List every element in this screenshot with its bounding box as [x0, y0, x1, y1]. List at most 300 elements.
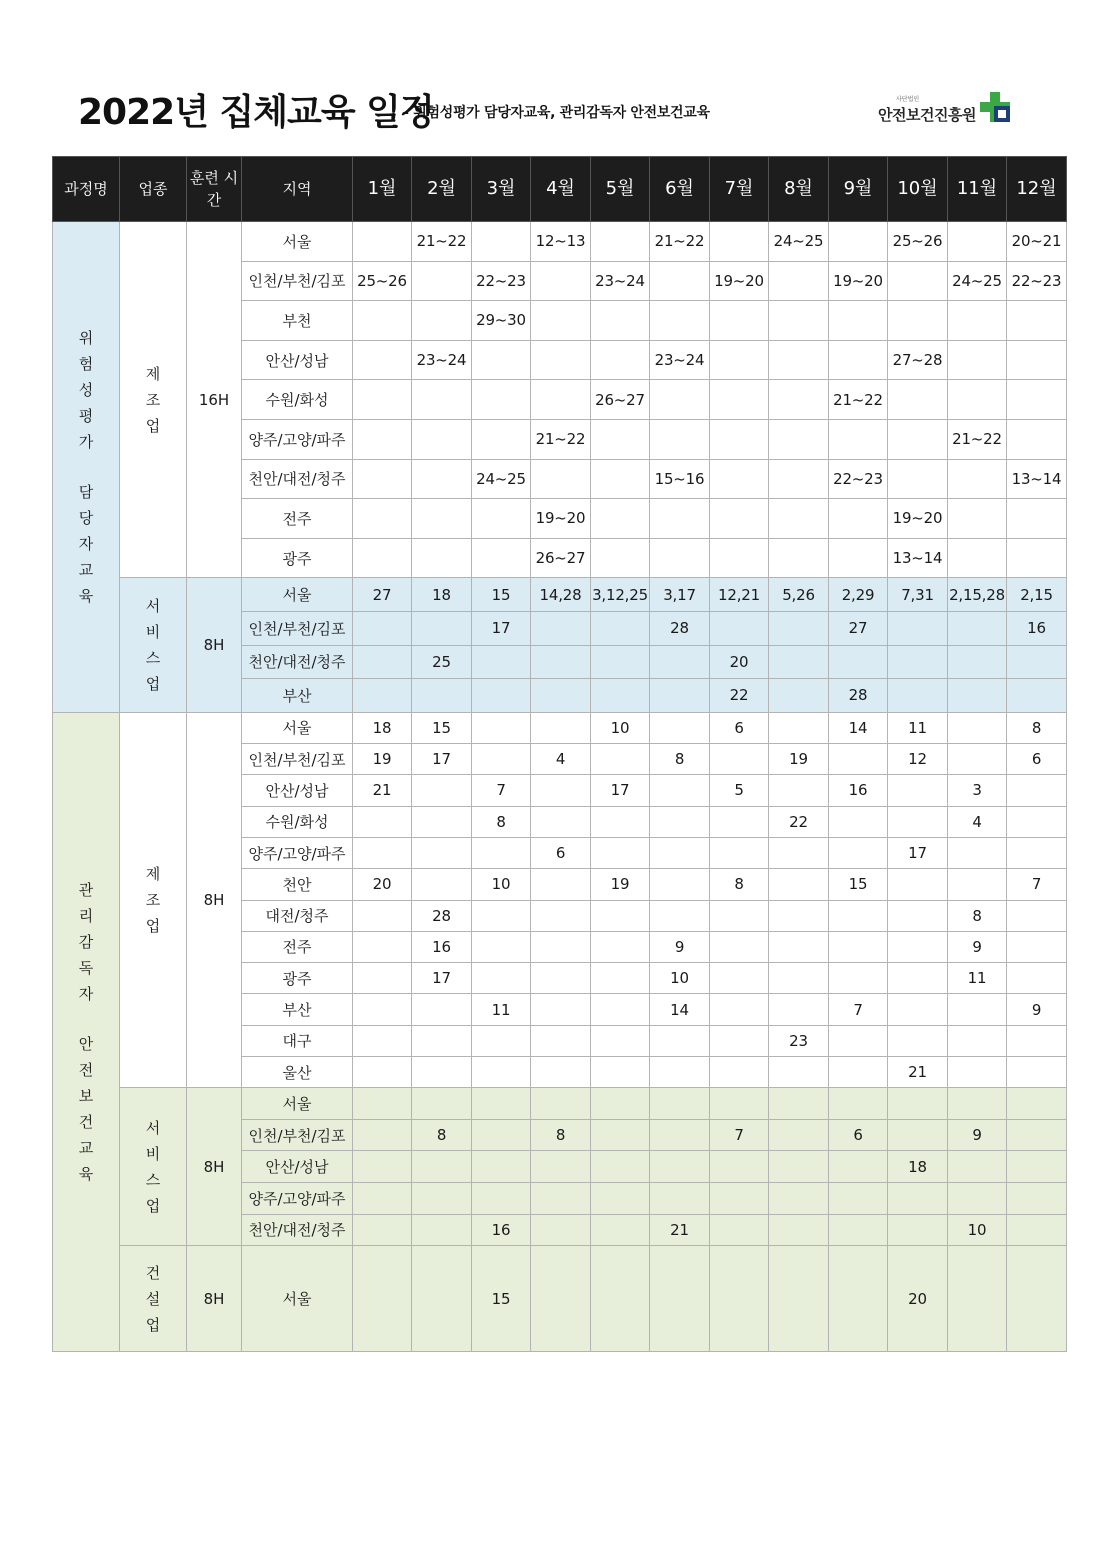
schedule-date-cell: 28 [650, 611, 710, 645]
schedule-date-cell [353, 419, 412, 459]
schedule-date-cell [948, 499, 1007, 539]
schedule-date-cell [412, 994, 472, 1025]
schedule-date-cell: 27 [353, 578, 412, 612]
schedule-date-cell [948, 1246, 1007, 1352]
header-month: 4월 [531, 157, 591, 222]
schedule-date-cell [1007, 1056, 1067, 1087]
schedule-date-cell [1007, 1119, 1067, 1151]
schedule-date-cell [1007, 1214, 1067, 1246]
schedule-date-cell: 19~20 [531, 499, 591, 539]
schedule-date-cell [472, 1088, 531, 1120]
schedule-date-cell [650, 806, 710, 837]
schedule-date-cell [472, 1025, 531, 1056]
schedule-date-cell [353, 340, 412, 380]
schedule-date-cell: 3,12,25 [591, 578, 650, 612]
region-cell: 천안 [242, 869, 353, 900]
schedule-date-cell [769, 1246, 829, 1352]
schedule-date-cell: 16 [412, 931, 472, 962]
schedule-date-cell [769, 1151, 829, 1183]
schedule-date-cell [531, 806, 591, 837]
header-region: 지역 [242, 157, 353, 222]
schedule-date-cell [829, 538, 888, 578]
schedule-date-cell: 14,28 [531, 578, 591, 612]
schedule-date-cell [1007, 1183, 1067, 1215]
schedule-date-cell [472, 679, 531, 713]
schedule-date-cell: 4 [531, 744, 591, 775]
schedule-date-cell: 15 [472, 578, 531, 612]
schedule-date-cell: 18 [412, 578, 472, 612]
schedule-date-cell: 22~23 [1007, 261, 1067, 301]
schedule-date-cell [650, 1088, 710, 1120]
schedule-date-cell [412, 1183, 472, 1215]
schedule-date-cell [353, 900, 412, 931]
schedule-date-cell: 20 [710, 645, 769, 679]
schedule-date-cell: 22 [710, 679, 769, 713]
region-cell: 천안/대전/청주 [242, 645, 353, 679]
schedule-date-cell [710, 1214, 769, 1246]
schedule-date-cell: 12 [888, 744, 948, 775]
schedule-date-cell [710, 459, 769, 499]
logo-org-type: 사단법인 [896, 96, 920, 103]
schedule-date-cell [1007, 301, 1067, 341]
region-cell: 부천 [242, 301, 353, 341]
schedule-date-cell [1007, 931, 1067, 962]
schedule-date-cell [591, 611, 650, 645]
schedule-date-cell [1007, 837, 1067, 868]
schedule-date-cell [531, 1056, 591, 1087]
schedule-date-cell [591, 1056, 650, 1087]
schedule-date-cell [888, 261, 948, 301]
header-month: 12월 [1007, 157, 1067, 222]
course-name-cell: 위 험 성 평 가 담 당 자 교 육 [53, 222, 120, 713]
schedule-date-cell [948, 380, 1007, 420]
schedule-date-cell [353, 806, 412, 837]
schedule-date-cell [472, 419, 531, 459]
region-cell: 수원/화성 [242, 806, 353, 837]
table-row [53, 1246, 1067, 1352]
schedule-date-cell [710, 301, 769, 341]
schedule-date-cell [829, 1056, 888, 1087]
schedule-date-cell [353, 837, 412, 868]
schedule-date-cell [710, 222, 769, 262]
region-cell: 대전/청주 [242, 900, 353, 931]
schedule-date-cell: 18 [353, 712, 412, 743]
schedule-date-cell [591, 744, 650, 775]
schedule-date-cell [650, 775, 710, 806]
schedule-date-cell [591, 459, 650, 499]
schedule-date-cell: 6 [1007, 744, 1067, 775]
schedule-date-cell [650, 499, 710, 539]
schedule-date-cell: 26~27 [531, 538, 591, 578]
header-month: 9월 [829, 157, 888, 222]
schedule-date-cell [531, 1088, 591, 1120]
region-cell: 안산/성남 [242, 775, 353, 806]
schedule-date-cell: 19 [591, 869, 650, 900]
schedule-date-cell [710, 380, 769, 420]
schedule-date-cell [829, 1151, 888, 1183]
schedule-date-cell [1007, 499, 1067, 539]
schedule-date-cell [353, 1214, 412, 1246]
region-cell: 인천/부천/김포 [242, 744, 353, 775]
schedule-date-cell [769, 963, 829, 994]
region-cell: 서울 [242, 222, 353, 262]
schedule-date-cell [591, 419, 650, 459]
schedule-date-cell [531, 712, 591, 743]
schedule-date-cell [531, 380, 591, 420]
schedule-date-cell [710, 419, 769, 459]
schedule-date-cell [1007, 963, 1067, 994]
schedule-date-cell [948, 611, 1007, 645]
schedule-date-cell [650, 900, 710, 931]
schedule-date-cell: 27 [829, 611, 888, 645]
schedule-date-cell [591, 837, 650, 868]
schedule-date-cell [412, 1088, 472, 1120]
schedule-date-cell [948, 1025, 1007, 1056]
schedule-date-cell [650, 419, 710, 459]
schedule-date-cell [829, 1214, 888, 1246]
schedule-date-cell [710, 1088, 769, 1120]
schedule-date-cell [472, 1183, 531, 1215]
schedule-date-cell [710, 963, 769, 994]
header-month: 6월 [650, 157, 710, 222]
header-course: 과정명 [53, 157, 120, 222]
schedule-date-cell: 25 [412, 645, 472, 679]
schedule-date-cell: 26~27 [591, 380, 650, 420]
region-cell: 서울 [242, 712, 353, 743]
schedule-date-cell [888, 931, 948, 962]
schedule-date-cell: 24~25 [948, 261, 1007, 301]
schedule-date-cell [591, 994, 650, 1025]
schedule-date-cell [769, 931, 829, 962]
schedule-date-cell: 24~25 [472, 459, 531, 499]
schedule-date-cell: 2,15 [1007, 578, 1067, 612]
schedule-date-cell [829, 1088, 888, 1120]
schedule-date-cell [531, 963, 591, 994]
schedule-date-cell [710, 499, 769, 539]
header-month: 7월 [710, 157, 769, 222]
schedule-date-cell [353, 963, 412, 994]
schedule-date-cell [948, 340, 1007, 380]
schedule-date-cell [472, 222, 531, 262]
schedule-date-cell [888, 1214, 948, 1246]
schedule-date-cell [531, 994, 591, 1025]
schedule-date-cell [1007, 538, 1067, 578]
schedule-date-cell [531, 900, 591, 931]
schedule-date-cell: 14 [829, 712, 888, 743]
schedule-date-cell [650, 1056, 710, 1087]
schedule-date-cell [948, 837, 1007, 868]
schedule-date-cell [769, 340, 829, 380]
schedule-date-cell [948, 869, 1007, 900]
region-cell: 전주 [242, 931, 353, 962]
hours-cell: 16H [187, 222, 242, 578]
schedule-date-cell [591, 499, 650, 539]
schedule-date-cell [1007, 679, 1067, 713]
education-schedule-table [52, 156, 1067, 1352]
hours-cell: 8H [187, 712, 242, 1088]
schedule-date-cell: 6 [710, 712, 769, 743]
schedule-date-cell: 17 [591, 775, 650, 806]
schedule-date-cell: 7 [472, 775, 531, 806]
schedule-date-cell: 12~13 [531, 222, 591, 262]
schedule-date-cell [888, 806, 948, 837]
schedule-date-cell [769, 869, 829, 900]
schedule-date-cell [829, 645, 888, 679]
schedule-date-cell [472, 900, 531, 931]
schedule-date-cell [412, 538, 472, 578]
schedule-date-cell: 5 [710, 775, 769, 806]
schedule-date-cell [710, 994, 769, 1025]
region-cell: 울산 [242, 1056, 353, 1087]
schedule-date-cell [888, 645, 948, 679]
schedule-date-cell: 8 [531, 1119, 591, 1151]
schedule-date-cell [829, 963, 888, 994]
schedule-date-cell [1007, 340, 1067, 380]
header-industry: 업종 [120, 157, 187, 222]
hours-cell: 8H [187, 578, 242, 712]
schedule-date-cell [769, 775, 829, 806]
schedule-date-cell [472, 963, 531, 994]
schedule-date-cell [1007, 1025, 1067, 1056]
schedule-date-cell: 19~20 [888, 499, 948, 539]
schedule-date-cell [829, 1246, 888, 1352]
schedule-date-cell [472, 931, 531, 962]
schedule-date-cell [412, 419, 472, 459]
schedule-date-cell [472, 380, 531, 420]
schedule-date-cell [710, 806, 769, 837]
schedule-date-cell [888, 301, 948, 341]
schedule-date-cell: 21 [353, 775, 412, 806]
schedule-date-cell [531, 1214, 591, 1246]
schedule-date-cell [353, 931, 412, 962]
schedule-date-cell [888, 1119, 948, 1151]
schedule-date-cell [591, 340, 650, 380]
schedule-date-cell [769, 645, 829, 679]
schedule-date-cell [1007, 900, 1067, 931]
schedule-date-cell [948, 459, 1007, 499]
schedule-date-cell: 21~22 [412, 222, 472, 262]
schedule-date-cell [948, 301, 1007, 341]
schedule-date-cell: 15~16 [650, 459, 710, 499]
schedule-date-cell [769, 1183, 829, 1215]
industry-cell: 제 조 업 [120, 712, 187, 1088]
page-title: 2022년 집체교육 일정 [78, 92, 434, 133]
schedule-date-cell: 9 [948, 1119, 1007, 1151]
region-cell: 광주 [242, 538, 353, 578]
industry-cell: 건 설 업 [120, 1246, 187, 1352]
schedule-date-cell [472, 837, 531, 868]
schedule-date-cell: 25~26 [888, 222, 948, 262]
region-cell: 안산/성남 [242, 1151, 353, 1183]
schedule-date-cell [650, 1025, 710, 1056]
schedule-date-cell [650, 1119, 710, 1151]
schedule-date-cell: 17 [472, 611, 531, 645]
header-hours: 훈련 시간 [187, 157, 242, 222]
schedule-date-cell: 10 [948, 1214, 1007, 1246]
schedule-date-cell [531, 611, 591, 645]
schedule-date-cell [353, 1088, 412, 1120]
schedule-date-cell: 21 [888, 1056, 948, 1087]
schedule-date-cell [888, 679, 948, 713]
schedule-date-cell [710, 538, 769, 578]
schedule-date-cell [710, 900, 769, 931]
schedule-date-cell: 16 [829, 775, 888, 806]
schedule-date-cell [472, 1119, 531, 1151]
schedule-date-cell: 18 [888, 1151, 948, 1183]
schedule-date-cell: 8 [1007, 712, 1067, 743]
schedule-date-cell [888, 459, 948, 499]
schedule-date-cell [710, 744, 769, 775]
schedule-date-cell: 23~24 [650, 340, 710, 380]
schedule-date-cell [710, 1183, 769, 1215]
schedule-date-cell [412, 806, 472, 837]
schedule-date-cell [829, 222, 888, 262]
region-cell: 전주 [242, 499, 353, 539]
region-cell: 부산 [242, 994, 353, 1025]
schedule-date-cell [888, 775, 948, 806]
schedule-date-cell: 21~22 [948, 419, 1007, 459]
schedule-date-cell [650, 1151, 710, 1183]
schedule-date-cell: 7,31 [888, 578, 948, 612]
schedule-date-cell [829, 806, 888, 837]
hours-cell: 8H [187, 1088, 242, 1246]
schedule-date-cell [888, 994, 948, 1025]
schedule-date-cell [412, 499, 472, 539]
schedule-date-cell [710, 1025, 769, 1056]
schedule-date-cell [591, 900, 650, 931]
logo-org-name: 안전보건진흥원 [878, 106, 976, 124]
region-cell: 인천/부천/김포 [242, 1119, 353, 1151]
schedule-date-cell: 21~22 [650, 222, 710, 262]
schedule-date-cell: 8 [650, 744, 710, 775]
schedule-date-cell [769, 419, 829, 459]
schedule-date-cell: 12,21 [710, 578, 769, 612]
schedule-date-cell [769, 538, 829, 578]
schedule-date-cell [353, 679, 412, 713]
region-cell: 서울 [242, 1088, 353, 1120]
schedule-date-cell [412, 261, 472, 301]
schedule-date-cell [829, 419, 888, 459]
schedule-date-cell [531, 1183, 591, 1215]
schedule-date-cell [591, 222, 650, 262]
schedule-date-cell: 28 [412, 900, 472, 931]
schedule-date-cell: 19 [769, 744, 829, 775]
schedule-date-cell: 2,29 [829, 578, 888, 612]
schedule-date-cell [888, 900, 948, 931]
schedule-date-cell [531, 340, 591, 380]
schedule-date-cell [888, 380, 948, 420]
schedule-date-cell: 11 [948, 963, 1007, 994]
schedule-date-cell [472, 538, 531, 578]
schedule-date-cell [591, 301, 650, 341]
schedule-date-cell [412, 775, 472, 806]
schedule-date-cell [412, 301, 472, 341]
schedule-date-cell: 11 [888, 712, 948, 743]
schedule-date-cell [591, 1151, 650, 1183]
schedule-date-cell: 8 [710, 869, 769, 900]
cross-logo-icon [980, 92, 1010, 122]
schedule-date-cell: 17 [888, 837, 948, 868]
schedule-date-cell [591, 1246, 650, 1352]
schedule-date-cell [591, 931, 650, 962]
schedule-date-cell [650, 380, 710, 420]
region-cell: 양주/고양/파주 [242, 419, 353, 459]
region-cell: 수원/화성 [242, 380, 353, 420]
schedule-date-cell: 6 [829, 1119, 888, 1151]
schedule-date-cell [412, 679, 472, 713]
schedule-date-cell [769, 301, 829, 341]
schedule-date-cell [531, 679, 591, 713]
schedule-date-cell [353, 1025, 412, 1056]
schedule-date-cell [710, 1151, 769, 1183]
schedule-date-cell [769, 1119, 829, 1151]
schedule-date-cell: 22~23 [472, 261, 531, 301]
schedule-date-cell [353, 499, 412, 539]
schedule-date-cell [769, 499, 829, 539]
table-row [53, 712, 1067, 743]
region-cell: 양주/고양/파주 [242, 837, 353, 868]
schedule-date-cell: 20 [888, 1246, 948, 1352]
schedule-date-cell: 10 [472, 869, 531, 900]
schedule-date-cell [353, 538, 412, 578]
schedule-date-cell [769, 380, 829, 420]
schedule-date-cell [1007, 645, 1067, 679]
schedule-date-cell: 7 [1007, 869, 1067, 900]
table-row [53, 1088, 1067, 1120]
schedule-date-cell [412, 1056, 472, 1087]
schedule-date-cell [948, 712, 1007, 743]
schedule-date-cell [948, 222, 1007, 262]
schedule-date-cell [472, 645, 531, 679]
region-cell: 천안/대전/청주 [242, 1214, 353, 1246]
schedule-date-cell [710, 611, 769, 645]
schedule-date-cell [829, 1025, 888, 1056]
schedule-date-cell: 19 [353, 744, 412, 775]
schedule-date-cell: 20~21 [1007, 222, 1067, 262]
schedule-date-cell [829, 301, 888, 341]
schedule-date-cell [769, 1088, 829, 1120]
industry-cell: 서 비 스 업 [120, 1088, 187, 1246]
schedule-date-cell [769, 837, 829, 868]
schedule-date-cell [769, 611, 829, 645]
schedule-date-cell [591, 1214, 650, 1246]
schedule-date-cell [412, 1025, 472, 1056]
schedule-date-cell: 8 [948, 900, 1007, 931]
header-month: 8월 [769, 157, 829, 222]
schedule-date-cell [1007, 775, 1067, 806]
region-cell: 서울 [242, 578, 353, 612]
schedule-date-cell: 19~20 [710, 261, 769, 301]
schedule-date-cell [829, 1183, 888, 1215]
schedule-date-cell [1007, 1151, 1067, 1183]
industry-cell: 제 조 업 [120, 222, 187, 578]
schedule-date-cell [353, 459, 412, 499]
schedule-date-cell [591, 1088, 650, 1120]
schedule-date-cell [531, 1151, 591, 1183]
schedule-date-cell [650, 1183, 710, 1215]
schedule-date-cell [710, 1056, 769, 1087]
schedule-date-cell [591, 806, 650, 837]
schedule-date-cell: 8 [412, 1119, 472, 1151]
schedule-date-cell [591, 645, 650, 679]
schedule-date-cell [948, 1088, 1007, 1120]
schedule-date-cell [650, 837, 710, 868]
header-month: 11월 [948, 157, 1007, 222]
schedule-date-cell [769, 1056, 829, 1087]
schedule-date-cell [888, 1088, 948, 1120]
schedule-date-cell [650, 712, 710, 743]
header-month: 10월 [888, 157, 948, 222]
